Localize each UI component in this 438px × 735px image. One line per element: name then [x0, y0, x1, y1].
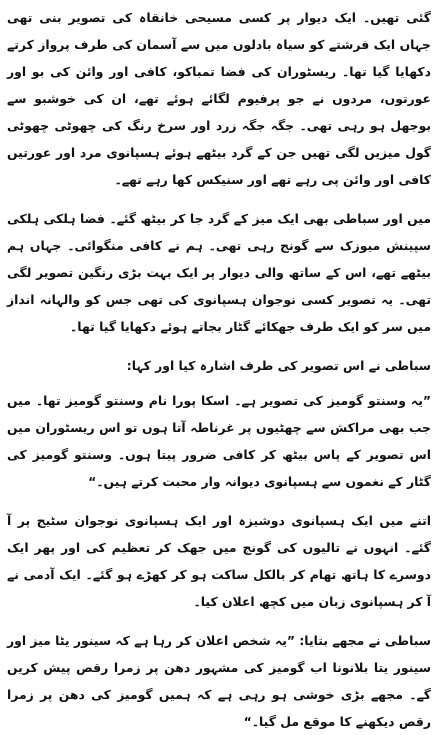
paragraph-spacer [7, 379, 431, 387]
paragraph-spacer [7, 340, 431, 352]
paragraph-spacer [7, 193, 431, 205]
paragraph-gomez-quote: ”یہ وسنتو گومیز کی تصویر ہے۔ اسکا پورا نام وسنتو گومیز تھا۔ میں جب بھی مراکش سے چھٹیوں پر غرناطہ آتا ہوں تو اس ریسٹوران میں اس تصویر کے پاس بیٹھ کر کافی ضرور پیتا ہوں۔ وسنتو گومیز کی گٹار کے نغموں سے ہسپانوی دیوانہ وار محبت کرتے ہیں۔“ [7, 393, 431, 489]
paragraph-spacer [7, 615, 431, 627]
paragraph-announcement: سباطی نے مجھے بتایا: ”یہ شخص اعلان کر رہا ہے کہ سینور یٹا میز اور سینور یتا بلانونا اب گومیز کی مشہور دھن پر زمرا رقص پیش کریں گے۔ مجھے بڑی خوشی ہو رہی ہے کہ ہمیں گومیز کی دھن پر زمرا رقص دیکھنے کا موقع مل گیا۔“ [7, 633, 431, 729]
paragraph-restaurant-description: گئی تھیں۔ ایک دیوار پر کسی مسیحی خانقاہ کی تصویر بنی تھی جہاں ایک فرشتے کو سیاہ بادلوں میں سے آسمان کی طرف پرواز کرتے دکھایا گیا تھا۔ ریسٹوران کی فضا تمباکو، کافی اور وائن کی بو اور عورتوں، مردوں نے جو پرفیوم لگائے ہوئے تھے، ان کی خوشبو سے بوجھل ہو رہی تھی۔ جگہ جگہ زرد اور سرخ رنگ کی چھوٹی چھوٹی گول میزیں لگی تھیں جن کے گرد بیٹھے ہوئے ہسپانوی مرد اور عورتیں کافی اور وائن پی رہے تھے اور سنیکس کھا رہے تھے۔ [7, 10, 431, 187]
paragraph-coffee-and-painting: میں اور سباطی بھی ایک میز کے گرد جا کر بیٹھ گئے۔ فضا ہلکی ہلکی سپینش میوزک سے گونج رہی تھی۔ ہم نے کافی منگوائی۔ جہاں ہم بیٹھے تھے، اس کے ساتھ والی دیوار پر ایک بہت بڑی رنگین تصویر لگی تھی۔ یہ تصویر کسی نوجوان ہسپانوی کی تھی جس کو والہانہ انداز میں سر کو ایک طرف جھکائے گٹار بجاتے ہوئے دکھایا گیا تھا۔ [7, 211, 431, 334]
paragraph-sabati-points: سباطی نے اس تصویر کی طرف اشارہ کیا اور کہا: [126, 358, 431, 373]
paragraph-dancers-arrive: اتنے میں ایک ہسپانوی دوشیزہ اور ایک ہسپانوی نوجوان سٹیج پر آ گئے۔ انہوں نے تالیوں کی گونج میں جھک کر تعظیم کی اور پھر ایک دوسرے کا ہاتھ تھام کر بالکل ساکت ہو کر کھڑے ہو گئے۔ ایک آدمی نے آ کر ہسپانوی زبان میں کچھ اعلان کیا۔ [7, 513, 431, 609]
paragraph-spacer [7, 495, 431, 507]
